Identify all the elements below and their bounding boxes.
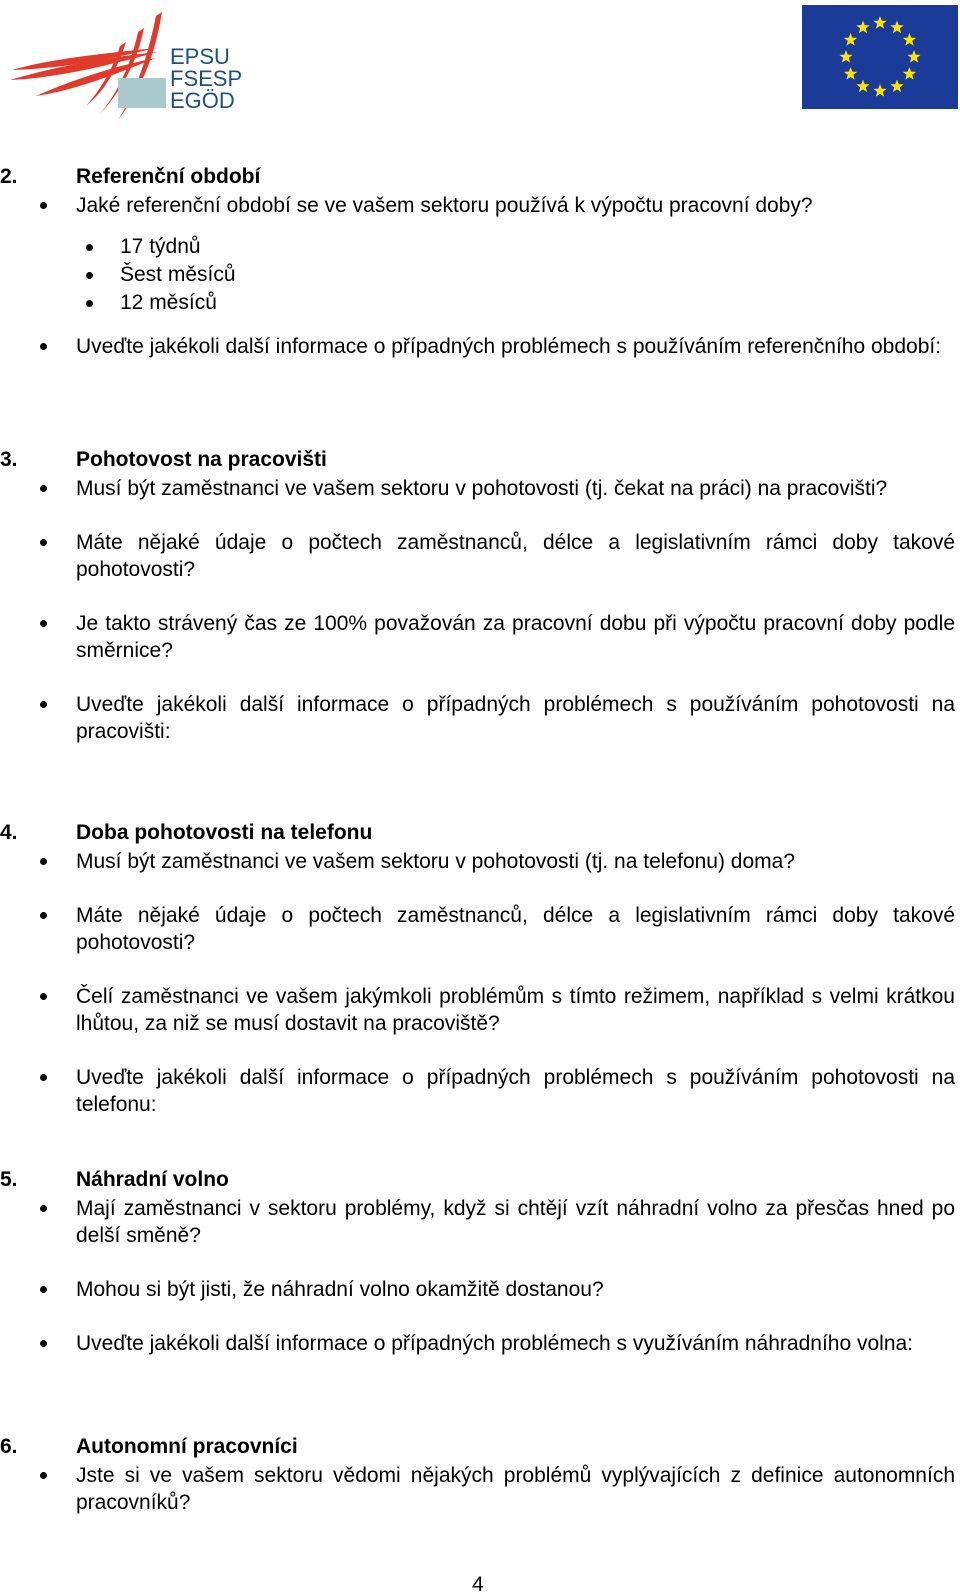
question-text: Uveďte jakékoli další informace o případných problémech s používáním pohotovosti na telefonu: xyxy=(76,1066,955,1116)
question-item xyxy=(0,691,955,745)
question-text: Je takto strávený čas ze 100% považován za pracovní dobu při výpočtu pracovní doby podle směrnice? xyxy=(76,612,955,662)
question-text: Uveďte jakékoli další informace o případných problémech s využíváním náhradního volna: xyxy=(76,1332,914,1355)
question-text: Uveďte jakékoli další informace o případných problémech s používáním referenčního období: xyxy=(76,335,942,358)
question-item xyxy=(0,1462,955,1516)
page-number: 4 xyxy=(472,1573,484,1596)
question-list xyxy=(0,475,960,745)
section-number: 3. xyxy=(0,448,18,471)
question-text: Jste si ve vašem sektoru vědomi nějakých problémů vyplývajících z definice autonomních pracovníků? xyxy=(76,1464,955,1514)
question-list xyxy=(0,192,960,360)
question-item xyxy=(0,610,955,664)
question-text: Čelí zaměstnanci ve vašem jakýmkoli problémům s tímto režimem, například s velmi krátkou lhůtou, za niž se musí dostavit na pracoviště? xyxy=(76,985,955,1035)
logo-line-1: EPSU xyxy=(170,44,230,69)
question-item xyxy=(0,333,955,360)
question-text: Mají zaměstnanci v sektoru problémy, když si chtějí vzít náhradní volno za přesčas hned po delší směně? xyxy=(76,1197,955,1247)
question-item xyxy=(0,848,955,875)
question-text: Jaké referenční období se ve vašem sektoru používá k výpočtu pracovní doby? xyxy=(76,194,813,217)
section-title: Doba pohotovosti na telefonu xyxy=(76,821,373,844)
question-text: Musí být zaměstnanci ve vašem sektoru v pohotovosti (tj. čekat na práci) na pracovišti? xyxy=(76,477,888,500)
section-title: Pohotovost na pracovišti xyxy=(76,448,327,471)
question-text: Musí být zaměstnanci ve vašem sektoru v pohotovosti (tj. na telefonu) doma? xyxy=(76,850,796,873)
question-item xyxy=(0,1064,955,1118)
question-item xyxy=(0,902,955,956)
question-item xyxy=(0,1330,955,1357)
question-item xyxy=(0,529,955,583)
option-list xyxy=(76,233,955,317)
logo-line-2: FSESP xyxy=(170,66,243,91)
question-text: Mohou si být jisti, že náhradní volno okamžitě dostanou? xyxy=(76,1278,604,1301)
question-item xyxy=(0,1195,955,1249)
logo-teal-block xyxy=(118,78,166,108)
question-item xyxy=(0,983,955,1037)
section-number: 5. xyxy=(0,1168,18,1191)
option-item: 17 týdnů xyxy=(76,233,955,261)
section-number: 4. xyxy=(0,821,18,844)
option-item: Šest měsíců xyxy=(76,261,955,289)
option-item: 12 měsíců xyxy=(76,289,955,317)
section-number: 6. xyxy=(0,1435,18,1458)
question-text: Máte nějaké údaje o počtech zaměstnanců, délce a legislativním rámci doby takové pohotovosti? xyxy=(76,904,955,954)
question-list xyxy=(0,1462,960,1516)
question-list xyxy=(0,848,960,1118)
section-title: Náhradní volno xyxy=(76,1168,229,1191)
eu-flag-icon xyxy=(802,5,958,109)
section-title: Referenční období xyxy=(76,165,261,188)
question-item xyxy=(0,475,955,502)
question-item xyxy=(0,192,955,317)
question-list xyxy=(0,1195,960,1357)
section-number: 2. xyxy=(0,165,18,188)
question-text: Máte nějaké údaje o počtech zaměstnanců, délce a legislativním rámci doby takové pohotovosti? xyxy=(76,531,955,581)
section-title: Autonomní pracovníci xyxy=(76,1435,298,1458)
epsu-logo xyxy=(6,8,246,130)
logo-line-3: EGÖD xyxy=(170,88,235,113)
question-item xyxy=(0,1276,955,1303)
question-text: Uveďte jakékoli další informace o případných problémech s používáním pohotovosti na pracovišti: xyxy=(76,693,955,743)
